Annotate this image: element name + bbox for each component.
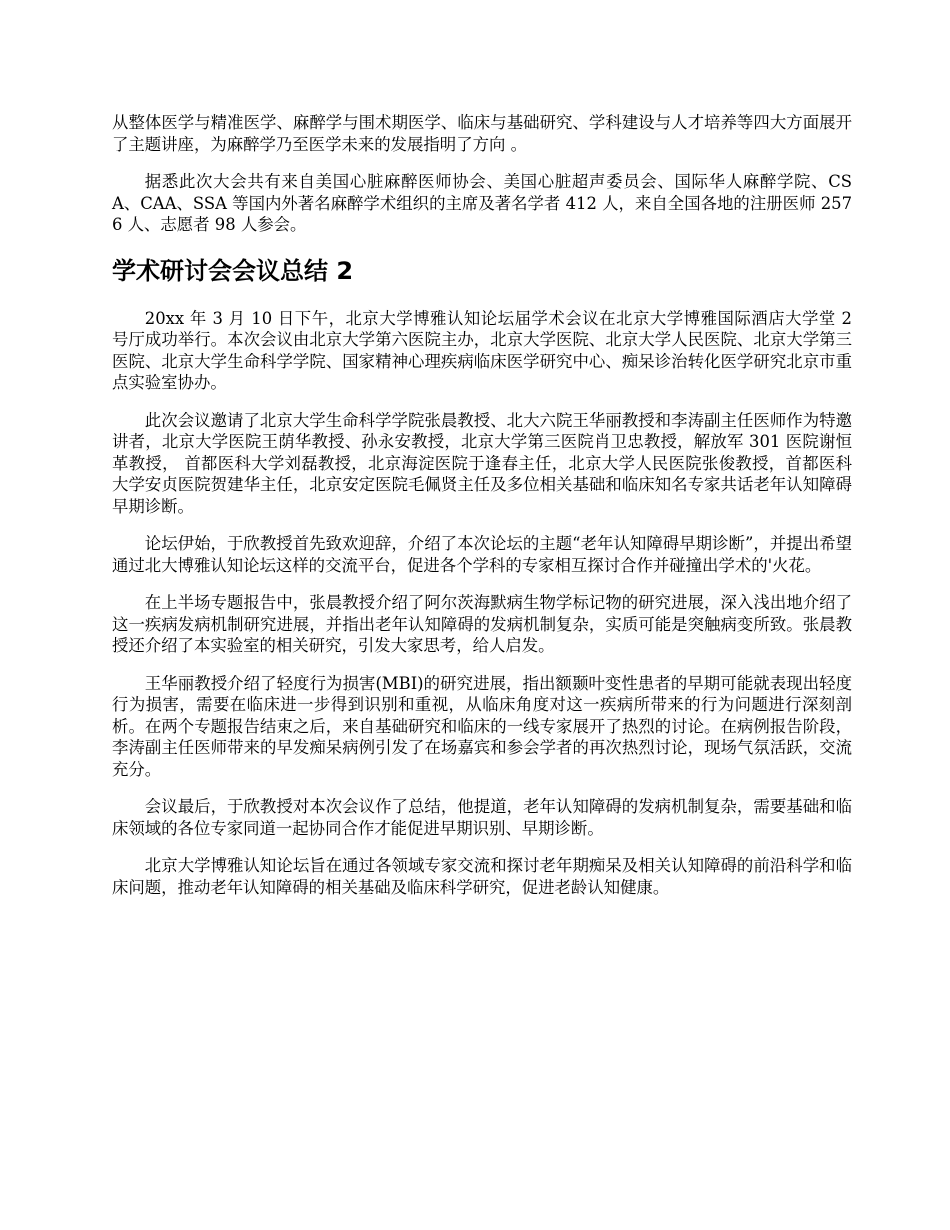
paragraph-gap bbox=[112, 839, 852, 855]
document-page bbox=[112, 112, 852, 898]
section-title: 学术研讨会会议总结 2 bbox=[112, 256, 354, 285]
intro-paragraph-continued: 从整体医学与精准医学、麻醉学与围术期医学、临床与基础研究、学科建设与人才培养等四大方面展开了主题讲座，为麻醉学乃至医学未来的发展指明了方向 。 bbox=[112, 113, 852, 154]
paragraph-gap bbox=[112, 517, 852, 533]
section-paragraph-2: 此次会议邀请了北京大学生命科学学院张晨教授、北大六院王华丽教授和李涛副主任医师作为特邀讲者，北京大学医院王荫华教授、孙永安教授，北京大学第三医院肖卫忠教授，解放军 301 医院谢恒革教授， 首都医科大学刘磊教授，北京海淀医院于逢春主任，北京大学人民医院张俊教授，首都医科大学安贞医院贺建华主任，北京安定医院毛佩贤主任及多位相关基础和临床知名专家共话老年认知障碍早期诊断。 bbox=[112, 410, 852, 516]
section-paragraph-4: 在上半场专题报告中，张晨教授介绍了阿尔茨海默病生物学标记物的研究进展，深入浅出地介绍了这一疾病发病机制研究进展，并指出老年认知障碍的发病机制复杂，实质可能是突触病变所致。张晨教授还介绍了本实验室的相关研究，引发大家思考，给人启发。 bbox=[112, 593, 852, 655]
paragraph-gap bbox=[112, 780, 852, 796]
paragraph-gap bbox=[112, 576, 852, 592]
section-paragraph-1: 20xx 年 3 月 10 日下午，北京大学博雅认知论坛届学术会议在北京大学博雅国际酒店大学堂 2 号厅成功举行。本次会议由北京大学第六医院主办，北京大学医院、北京大学人民医院、北京大学第三医院、北京大学生命科学学院、国家精神心理疾病临床医学研究中心、痴呆诊治转化医学研究北京市重点实验室协办。 bbox=[112, 308, 852, 392]
paragraph-gap bbox=[112, 394, 852, 410]
paragraph-gap bbox=[112, 155, 852, 171]
section-paragraph-7: 北京大学博雅认知论坛旨在通过各领域专家交流和探讨老年期痴呆及相关认知障碍的前沿科学和临床问题，推动老年认知障碍的相关基础及临床科学研究，促进老龄认知健康。 bbox=[112, 856, 852, 897]
intro-paragraph-attendance: 据悉此次大会共有来自美国心脏麻醉医师协会、美国心脏超声委员会、国际华人麻醉学院、CSA、CAA、SSA 等国内外著名麻醉学术组织的主席及著名学者 412 人，来自全国各地的注册医师 2576 人、志愿者 98 人参会。 bbox=[112, 172, 852, 234]
section-paragraph-5: 王华丽教授介绍了轻度行为损害(MBI)的研究进展，指出额颞叶变性患者的早期可能就表现出轻度行为损害，需要在临床进一步得到识别和重视，从临床角度对这一疾病所带来的行为问题进行深刻剖析。在两个专题报告结束之后，来自基础研究和临床的一线专家展开了热烈的讨论。在病例报告阶段，李涛副主任医师带来的早发痴呆病例引发了在场嘉宾和参会学者的再次热烈讨论，现场气氛活跃，交流充分。 bbox=[112, 673, 852, 779]
section-paragraph-6: 会议最后，于欣教授对本次会议作了总结，他提道，老年认知障碍的发病机制复杂，需要基础和临床领域的各位专家同道一起协同合作才能促进早期识别、早期诊断。 bbox=[112, 797, 852, 838]
section-paragraph-3: 论坛伊始，于欣教授首先致欢迎辞，介绍了本次论坛的主题“老年认知障碍早期诊断”，并提出希望通过北大博雅认知论坛这样的交流平台，促进各个学科的专家相互探讨合作并碰撞出学术的'火花。 bbox=[112, 534, 852, 575]
paragraph-gap bbox=[112, 657, 852, 673]
